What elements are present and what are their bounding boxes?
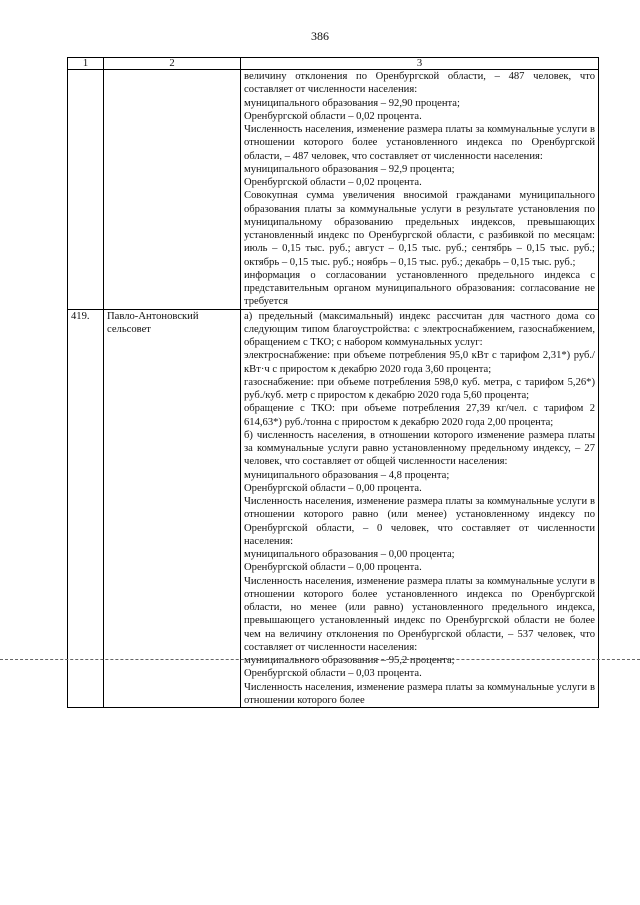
cont-paragraph: Оренбургской области – 0,02 процента.: [244, 110, 422, 122]
cont-paragraph: Совокупная сумма увеличения вносимой гражданами муниципального образования платы за коммунальные услуги в результате установления по муниципальному образованию предельных индексов, превышающих установленный индекс по Оренбургской области, с разбивкой по месяцам: июль – 0,15 тыс. руб.; август – 0,15 тыс. руб.; сентябрь – 0,15 тыс. руб.; октябрь – 0,15 тыс. руб.; ноябрь – 0,15 тыс. руб.; декабрь – 0,15 тыс. руб.;: [244, 190, 595, 268]
row-paragraph: а) предельный (максимальный) индекс рассчитан для частного дома со следующим типом благоустройства: с электроснабжением, газоснабжением, обращением с ТКО; с набором коммунальных услуг:: [244, 310, 595, 348]
table-row-continuation: [68, 70, 599, 310]
row-paragraph: Численность населения, изменение размера платы за коммунальные услуги в отношении которого более установленного индекса по Оренбургской области, но менее (или равно) установленного предельного индекса, превышающего установленный индекс по Оренбургской области не более чем на величину отклонения по Оренбургской области, – 537 человек, что составляет от численности населения:: [244, 575, 595, 653]
row-paragraph: электроснабжение: при объеме потребления 95,0 кВт с тарифом 2,31*) руб./кВт·ч с приростом к декабрю 2020 года 3,60 процента;: [244, 350, 595, 375]
row-paragraph: Оренбургской области – 0,03 процента.: [244, 668, 422, 680]
cont-number-cell: [68, 70, 104, 310]
row-paragraph: Численность населения, изменение размера платы за коммунальные услуги в отношении которого более: [244, 681, 595, 706]
cont-paragraph: Численность населения, изменение размера платы за коммунальные услуги в отношении которого более установленного индекса по Оренбургской области, – 487 человек, что составляет от численности населения:: [244, 124, 595, 162]
cont-paragraph: муниципального образования – 92,90 процента;: [244, 97, 460, 109]
cont-content-cell: [241, 70, 599, 310]
row-paragraph: муниципального образования – 0,00 процента;: [244, 549, 455, 560]
cont-paragraph: величину отклонения по Оренбургской области, – 487 человек, что составляет от численности населения:: [244, 71, 595, 96]
document-table: [67, 57, 599, 708]
scan-fold-line: [0, 659, 640, 660]
column-header-3: 3: [241, 58, 599, 70]
column-header-2: 2: [104, 58, 241, 70]
municipality-name: Павло-Антоновский сельсовет: [104, 309, 241, 708]
row-419-content-cell: [241, 309, 599, 708]
row-paragraph: муниципального образования – 4,8 процента;: [244, 469, 450, 481]
row-paragraph: б) численность населения, в отношении которого изменение размера платы за коммунальные услуги равно установленному предельному индексу, – 27 человек, что составляет от общей численности населения:: [244, 429, 595, 468]
cont-paragraph: Оренбургской области – 0,02 процента.: [244, 177, 422, 188]
row-number: 419.: [68, 309, 104, 708]
cont-name-cell: [104, 70, 241, 310]
row-paragraph: Оренбургской области – 0,00 процента.: [244, 562, 422, 574]
row-paragraph: обращение с ТКО: при объеме потребления 27,39 кг/чел. с тарифом 2 614,63*) руб./тонна с приростом к декабрю 2020 года 2,00 процента;: [244, 403, 595, 428]
cont-paragraph: муниципального образования – 92,9 процента;: [244, 163, 455, 175]
row-paragraph: муниципального образования – 95,2 процента;: [244, 655, 455, 666]
table-header-row: [68, 58, 599, 70]
row-paragraph: газоснабжение: при объеме потребления 598,0 куб. метра, с тарифом 5,26*) руб./куб. метр с приростом к декабрю 2020 года 5,60 процента;: [244, 376, 595, 401]
column-header-1: 1: [68, 58, 104, 70]
row-paragraph: Численность населения, изменение размера платы за коммунальные услуги в отношении которого равно (или менее) установленному индексу по Оренбургской области, – 0 человек, что составляет от численности населения:: [244, 496, 595, 547]
table-row-419: [68, 309, 599, 708]
page-number: 386: [311, 29, 329, 43]
cont-paragraph: информация о согласовании установленного предельного индекса с представительным органом муниципального образования: согласование не требуется: [244, 269, 595, 308]
row-paragraph: Оренбургской области – 0,00 процента.: [244, 482, 422, 494]
